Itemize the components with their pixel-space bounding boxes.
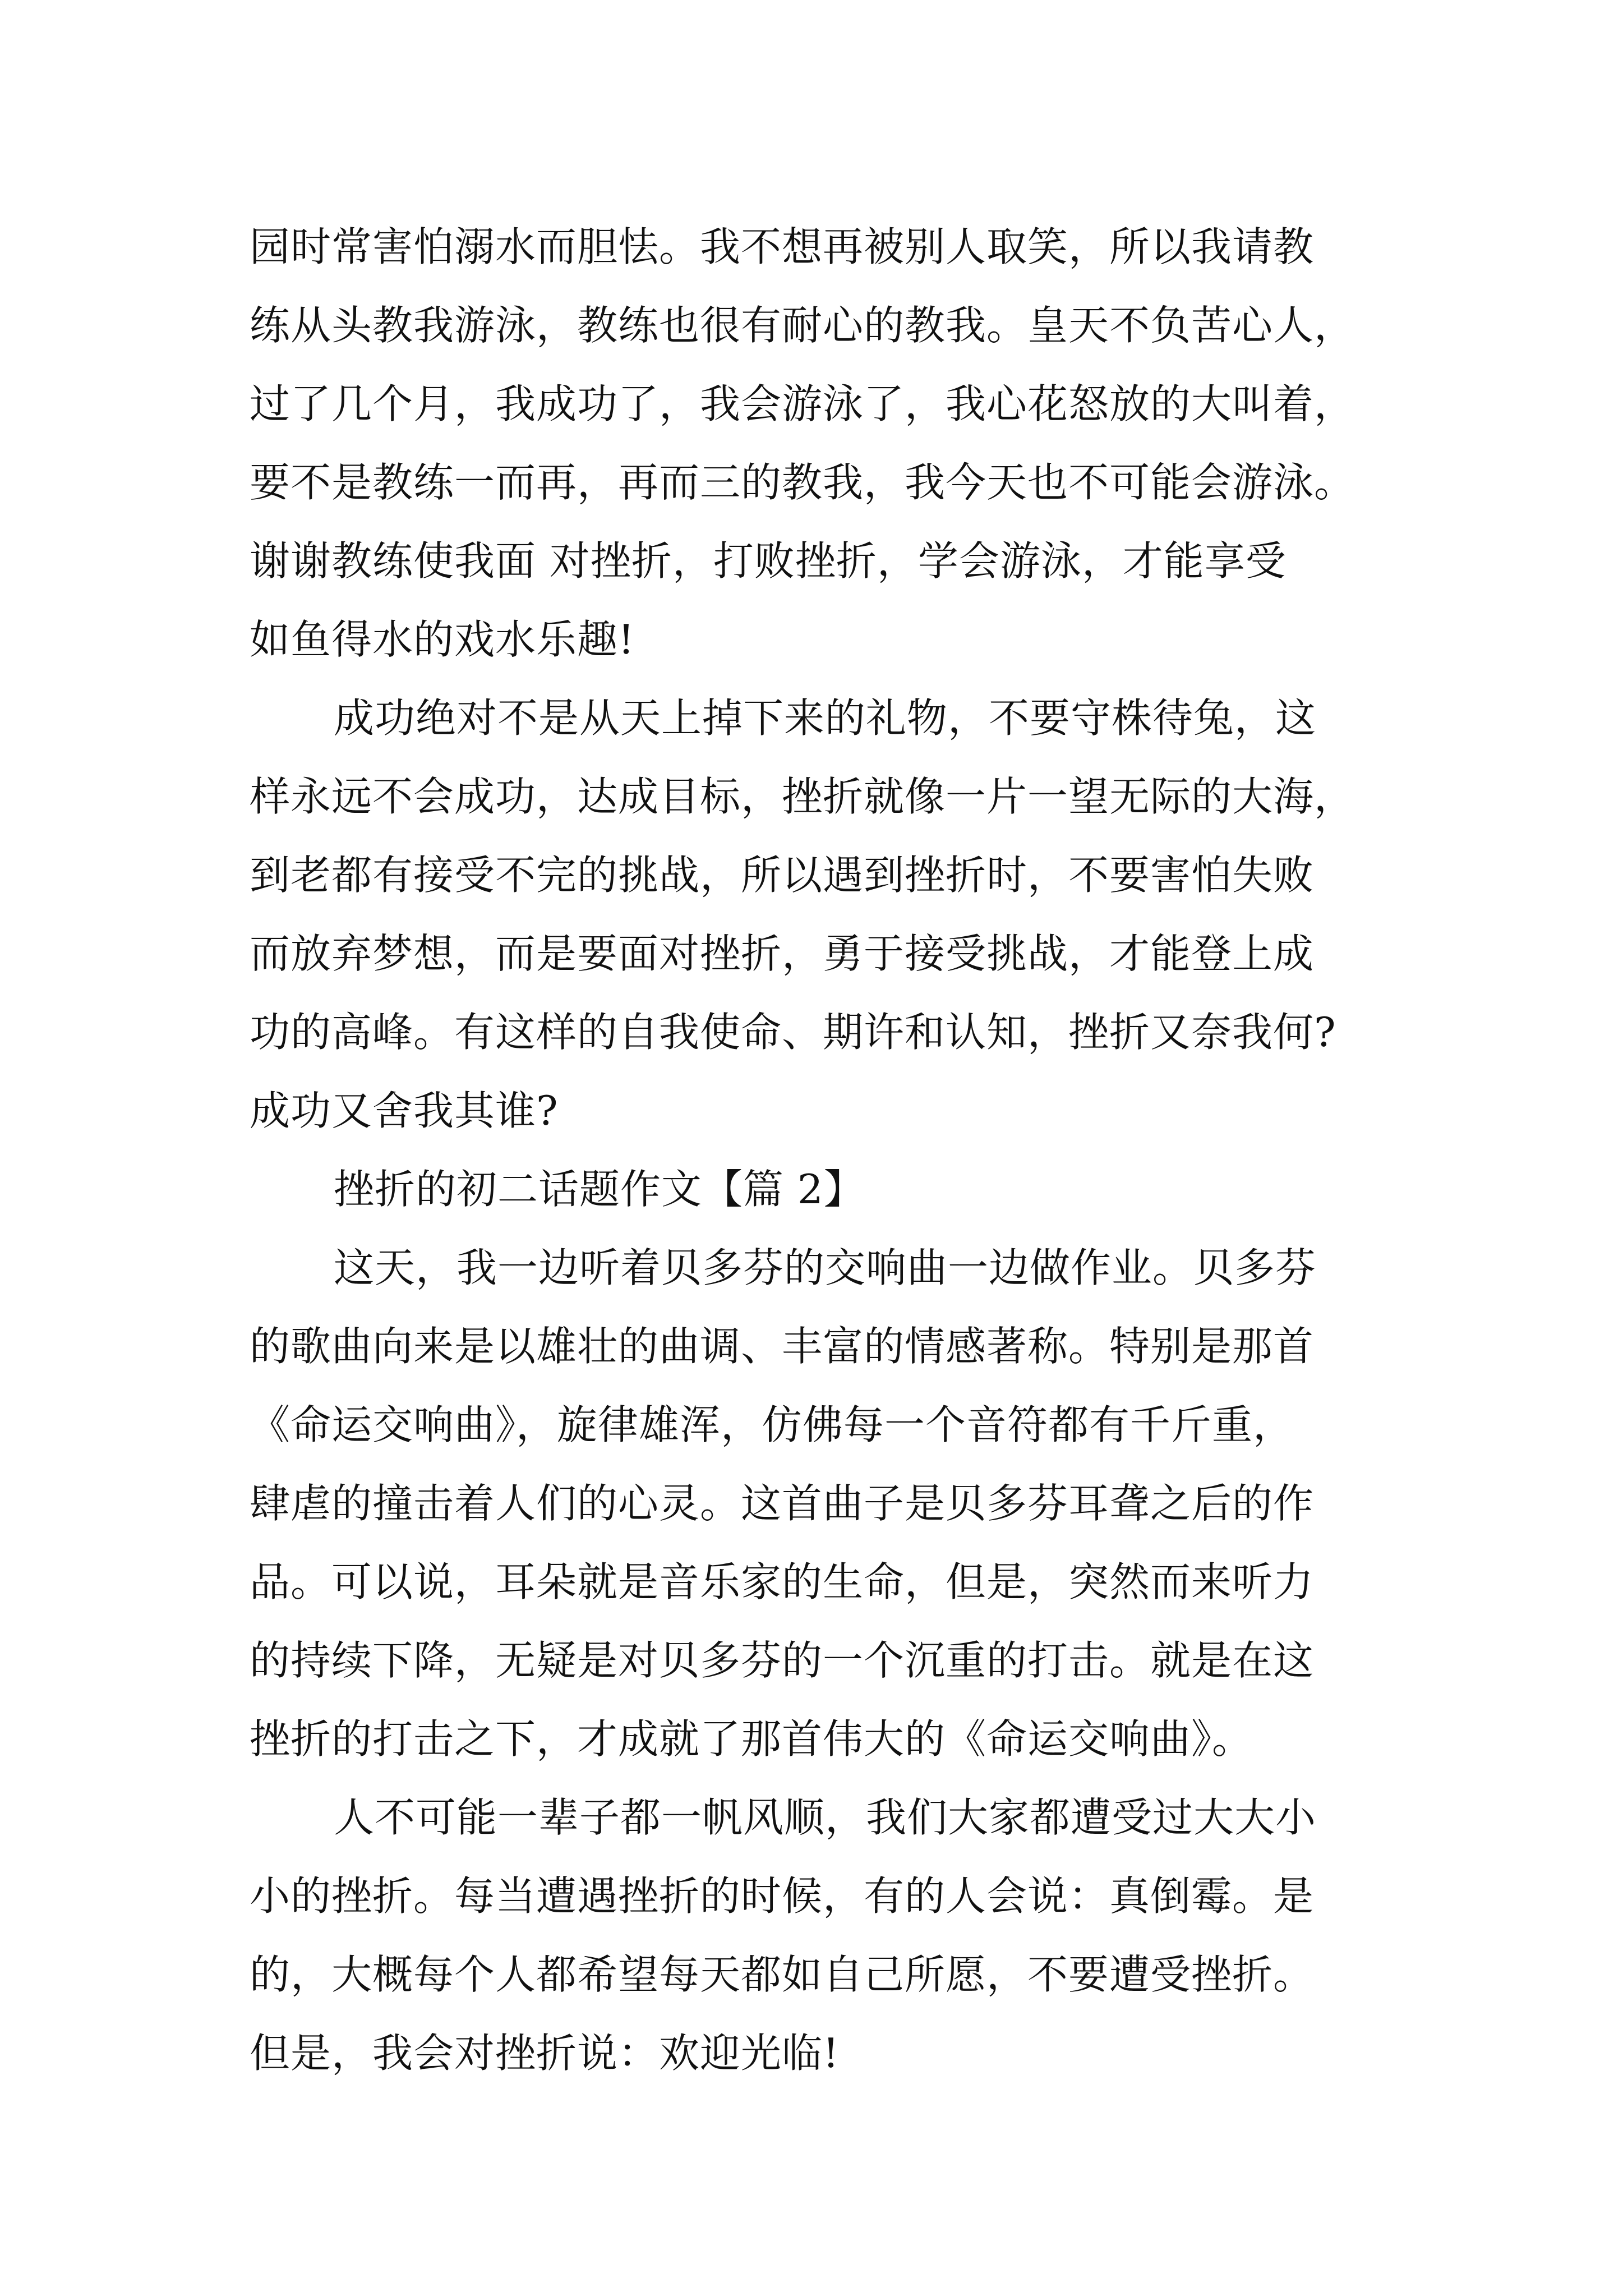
text-line: 的歌曲向来是以雄壮的曲调、丰富的情感著称。特别是那首 — [250, 1323, 1315, 1370]
text-line: 园时常害怕溺水而胆怯。我不想再被别人取笑，所以我请教 — [250, 223, 1315, 270]
heading-line: 挫折的初二话题作文【篇 2】 — [334, 1166, 865, 1213]
text-line: 过了几个月，我成功了，我会游泳了，我心花怒放的大叫着， — [250, 380, 1355, 427]
text-line: 《命运交响曲》，旋律雄浑，仿佛每一个音符都有千斤重， — [250, 1401, 1294, 1448]
text-line: 样永远不会成功，达成目标，挫折就像一片一望无际的大海， — [250, 773, 1355, 820]
text-line: 成功绝对不是从天上掉下来的礼物，不要守株待兔，这 — [334, 694, 1317, 742]
paragraph-1 — [250, 208, 1427, 679]
text-line: 而放弃梦想，而是要面对挫折，勇于接受挑战，才能登上成 — [250, 930, 1315, 977]
text-line: 这天，我一边听着贝多芬的交响曲一边做作业。贝多芬 — [334, 1244, 1317, 1291]
text-line: 成功又舍我其谁? — [250, 1087, 559, 1134]
text-line: 小的挫折。每当遭遇挫折的时候，有的人会说：真倒霉。是 — [250, 1872, 1315, 1920]
paragraph-4 — [250, 1778, 1427, 2092]
text-line: 功的高峰。有这样的自我使命、期许和认知，挫折又奈我何? — [250, 1009, 1336, 1056]
text-line: 如鱼得水的戏水乐趣! — [250, 616, 635, 663]
text-line: 到老都有接受不完的挑战，所以遇到挫折时，不要害怕失败 — [250, 852, 1315, 899]
text-line: 要不是教练一而再，再而三的教我，我今天也不可能会游泳。 — [250, 459, 1355, 506]
document-body — [250, 208, 1427, 2092]
text-line: 挫折的打击之下，才成就了那首伟大的《命运交响曲》。 — [250, 1715, 1253, 1763]
paragraph-3 — [250, 1228, 1427, 1778]
text-line: 品。可以说，耳朵就是音乐家的生命，但是，突然而来听力 — [250, 1558, 1315, 1605]
text-line: 人不可能一辈子都一帆风顺，我们大家都遭受过大大小 — [334, 1794, 1317, 1841]
text-line: 的持续下降，无疑是对贝多芬的一个沉重的打击。就是在这 — [250, 1637, 1315, 1684]
text-line: 的，大概每个人都希望每天都如自己所愿，不要遭受挫折。 — [250, 1951, 1315, 1998]
text-line: 谢谢教练使我面 对挫折，打败挫折，学会游泳，才能享受 — [250, 537, 1287, 585]
text-line: 肆虐的撞击着人们的心灵。这首曲子是贝多芬耳聋之后的作 — [250, 1480, 1315, 1527]
text-line: 练从头教我游泳，教练也很有耐心的教我。皇天不负苦心人， — [250, 302, 1355, 349]
section-heading — [250, 1150, 1427, 1228]
text-line: 但是，我会对挫折说：欢迎光临! — [250, 2030, 840, 2077]
paragraph-2 — [250, 679, 1427, 1150]
